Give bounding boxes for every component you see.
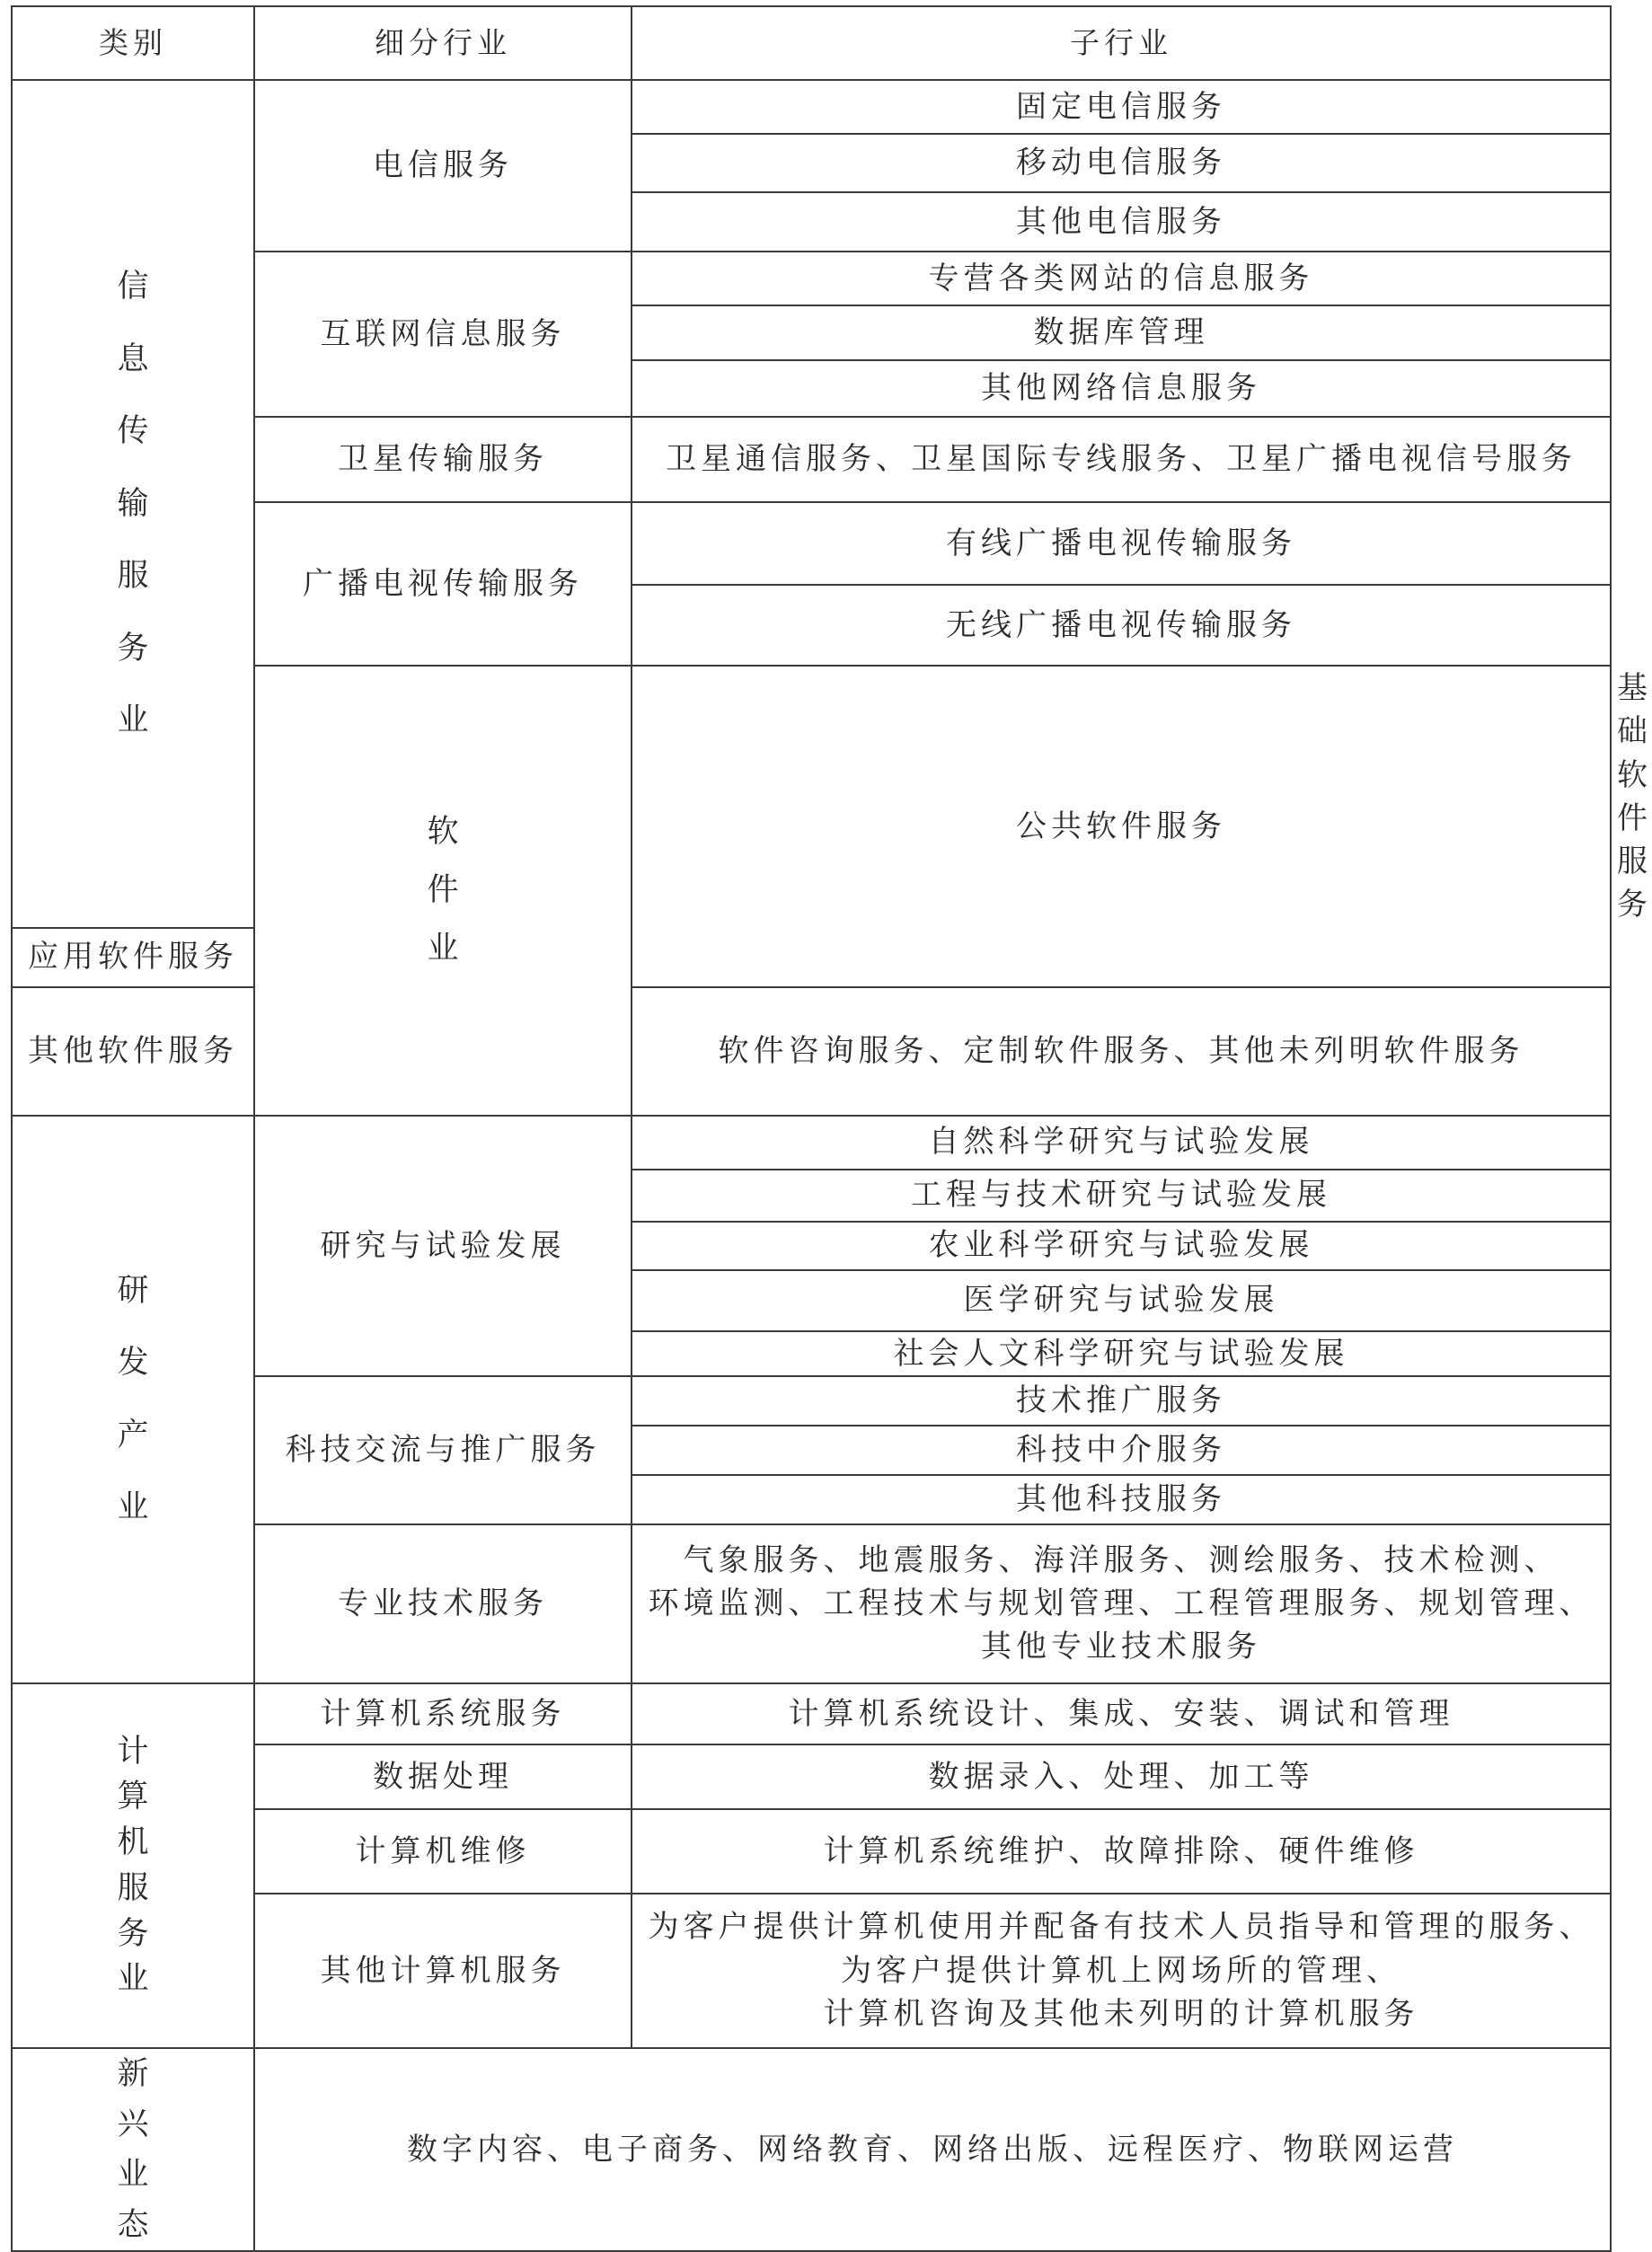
child-industry-cell: 其他科技服务 — [632, 1475, 1611, 1524]
sub-industry-cell: 其他软件服务 — [12, 987, 254, 1116]
sub-industry-cell: 计算机系统服务 — [254, 1683, 632, 1744]
table-row — [12, 987, 1611, 1116]
child-industry-cell: 专营各类网站的信息服务 — [632, 252, 1611, 305]
child-industry-cell: 计算机系统维护、故障排除、硬件维修 — [632, 1809, 1611, 1894]
category-cell: 计 算 机 服 务 业 — [12, 1683, 254, 2048]
table-row: 软 件 业 公共软件服务 基础软件服务 — [12, 666, 1611, 928]
category-cell: 软 件 业 — [254, 666, 632, 1116]
industry-classification-table — [11, 5, 1652, 2252]
child-industry-cell: 农业科学研究与试验发展 — [632, 1222, 1611, 1270]
category-cell: 研 发 产 业 — [12, 1116, 254, 1683]
child-industry-cell: 其他网络信息服务 — [632, 360, 1611, 417]
child-industry-cell: 数据录入、处理、加工等 — [632, 1744, 1611, 1809]
category-cell: 新 兴 业 态 — [12, 2048, 254, 2251]
child-industry-cell: 无线广播电视传输服务 — [632, 585, 1611, 666]
child-industry-cell: 社会人文科学研究与试验发展 — [632, 1331, 1611, 1376]
child-industry-cell: 医学研究与试验发展 — [632, 1270, 1611, 1331]
sub-industry-cell: 数据处理 — [254, 1744, 632, 1809]
table-row — [12, 1116, 1611, 1170]
sub-industry-cell: 其他计算机服务 — [254, 1894, 632, 2048]
child-industry-cell: 软件咨询服务、定制软件服务、其他未列明软件服务 — [632, 987, 1611, 1116]
child-industry-cell: 科技中介服务 — [632, 1426, 1611, 1475]
sub-industry-cell: 科技交流与推广服务 — [254, 1376, 632, 1524]
table-row — [12, 1683, 1611, 1744]
table-row — [12, 80, 1611, 134]
child-industry-cell: 有线广播电视传输服务 — [632, 502, 1611, 585]
table-row — [12, 2048, 1611, 2251]
header-sub-industry: 细分行业 — [254, 6, 632, 80]
child-industry-cell: 数据库管理 — [632, 305, 1611, 360]
category-cell: 信 息 传 输 服 务 业 — [12, 80, 254, 928]
header-child-industry: 子行业 — [632, 6, 1611, 80]
sub-industry-cell: 公共软件服务 — [632, 666, 1611, 987]
child-industry-cell: 为客户提供计算机使用并配备有技术人员指导和管理的服务、 为客户提供计算机上网场所的管理、 计算机咨询及其他未列明的计算机服务 — [632, 1894, 1611, 2048]
child-industry-cell: 固定电信服务 — [632, 80, 1611, 134]
child-industry-cell: 移动电信服务 — [632, 134, 1611, 192]
child-industry-cell: 计算机系统设计、集成、安装、调试和管理 — [632, 1683, 1611, 1744]
sub-industry-cell: 广播电视传输服务 — [254, 502, 632, 666]
child-industry-cell: 技术推广服务 — [632, 1376, 1611, 1426]
child-industry-cell: 气象服务、地震服务、海洋服务、测绘服务、技术检测、 环境监测、工程技术与规划管理、工程管理服务、规划管理、 其他专业技术服务 — [632, 1524, 1611, 1683]
child-industry-cell: 工程与技术研究与试验发展 — [632, 1170, 1611, 1222]
sub-industry-cell: 卫星传输服务 — [254, 417, 632, 502]
sub-industry-cell: 专业技术服务 — [254, 1524, 632, 1683]
sub-industry-cell: 研究与试验发展 — [254, 1116, 632, 1376]
header-category: 类别 — [12, 6, 254, 80]
emerging-content-cell: 数字内容、电子商务、网络教育、网络出版、远程医疗、物联网运营 — [254, 2048, 1611, 2251]
sub-industry-cell: 计算机维修 — [254, 1809, 632, 1894]
sub-industry-cell: 互联网信息服务 — [254, 252, 632, 417]
child-industry-cell: 卫星通信服务、卫星国际专线服务、卫星广播电视信号服务 — [632, 417, 1611, 502]
child-industry-cell: 其他电信服务 — [632, 192, 1611, 252]
child-industry-cell: 自然科学研究与试验发展 — [632, 1116, 1611, 1170]
child-industry-cell: 应用软件服务 — [12, 928, 254, 987]
header-row — [12, 6, 1611, 80]
sub-industry-cell: 电信服务 — [254, 80, 632, 252]
